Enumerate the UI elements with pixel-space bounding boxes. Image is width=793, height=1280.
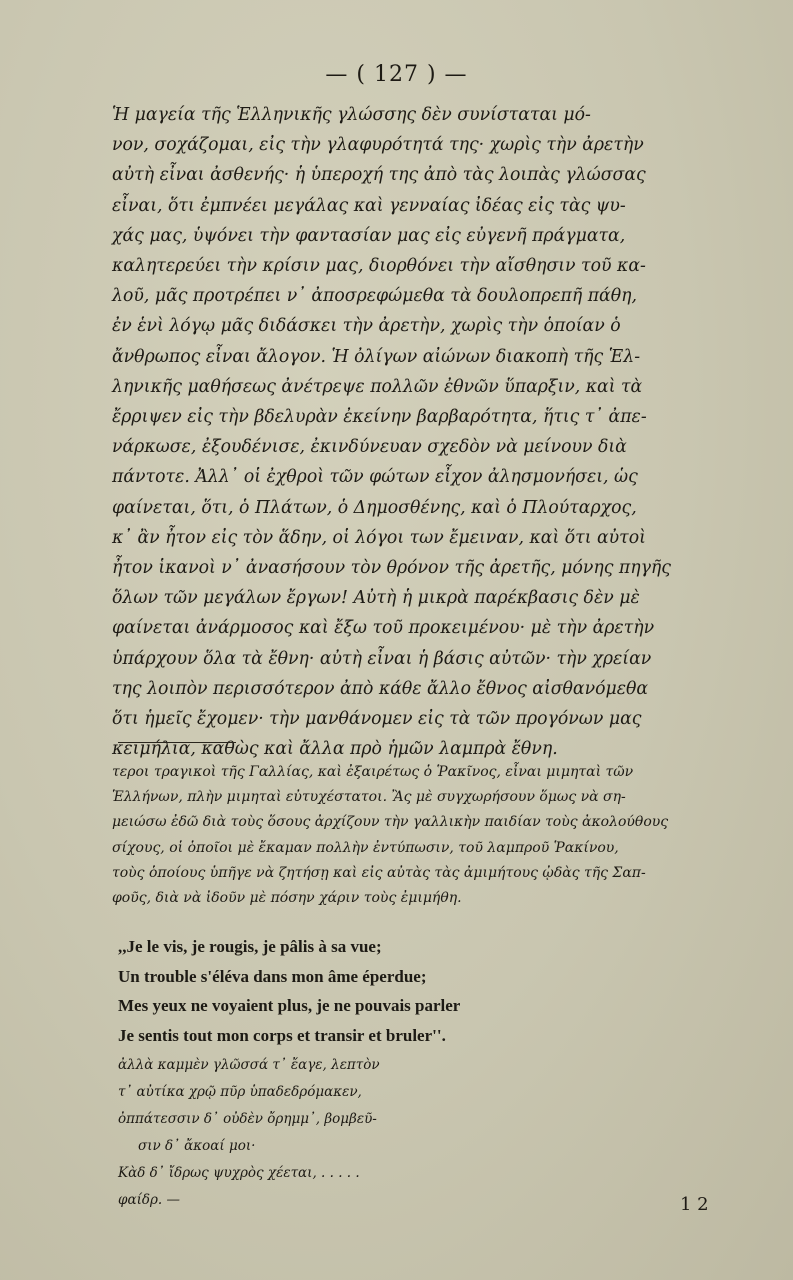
text-line: ὅλων τῶν μεγάλων ἔργων! Αὐτὴ ἡ μικρὰ παρέκβασις δὲν μὲ — [112, 588, 640, 609]
text-line: χάς μας, ὑψόνει τὴν φαντασίαν μας εἰς εὐγενῆ πράγματα, — [112, 225, 626, 246]
footnote-line: τοὺς ὁποίους ὑπῆγε νὰ ζητήσῃ καὶ εἰς αὐτὰς τὰς ἀμιμήτους ᾠδὰς τῆς Σαπ- — [112, 864, 646, 881]
text-line: φαίνεται ἀνάρμοσος καὶ ἔξω τοῦ προκειμένου· μὲ τὴν ἀρετὴν — [112, 618, 655, 639]
text-line: ληνικῆς μαθήσεως ἀνέτρεψε πολλῶν ἐθνῶν ὕπαρξιν, καὶ τὰ — [112, 376, 643, 397]
text-line: κειμήλια, καθὼς καὶ ἄλλα πρὸ ἡμῶν λαμπρὰ ἔθνη. — [112, 739, 558, 760]
verse-line: ἀλλὰ καμμὲν γλῶσσά τ᾽ ἔαγε, λεπτὸν — [118, 1057, 380, 1073]
text-line: κ᾽ ἂν ἦτον εἰς τὸν ἅδην, οἱ λόγοι των ἔμειναν, καὶ ὅτι αὐτοὶ — [112, 527, 646, 548]
text-line: νάρκωσε, ἐξουδένισε, ἐκινδύνευαν σχεδὸν νὰ μείνουν διὰ — [112, 437, 627, 458]
running-head: — ( 127 ) — — [325, 62, 468, 87]
french-verse-quote — [118, 932, 678, 1050]
verse-line: φαίδρ. — — [118, 1192, 181, 1208]
verse-line: ὀππάτεσσιν δ᾽ οὐδὲν ὄρημμ᾽, βομβεῦ- — [118, 1111, 377, 1127]
text-line: Ἡ μαγεία τῆς Ἑλληνικῆς γλώσσης δὲν συνίσταται μό- — [112, 105, 591, 125]
text-line: ἔρριψεν εἰς τὴν βδελυρὰν ἐκείνην βαρβαρότητα, ἥτις τ᾽ ἀπε- — [112, 407, 647, 428]
verse-line: σιν δ᾽ ἄκοαί μοι· — [138, 1138, 256, 1154]
greek-verse-quote — [118, 1052, 678, 1214]
footnote-line: σίχους, οἱ ὁποῖοι μὲ ἔκαμαν πολλὴν ἐντύπωσιν, τοῦ λαμπροῦ Ῥακίνου, — [112, 839, 619, 856]
text-line: της λοιπὸν περισσότερον ἀπὸ κάθε ἄλλο ἔθνος αἰσθανόμεθα — [112, 678, 649, 699]
main-text-block — [112, 100, 672, 764]
text-line: εἶναι, ὅτι ἐμπνέει μεγάλας καὶ γενναίας ἰδέας εἰς τὰς ψυ- — [112, 195, 626, 216]
text-line: ἦτον ἱκανοὶ ν᾽ ἀνασήσουν τὸν θρόνον τῆς ἀρετῆς, μόνης πηγῆς — [112, 558, 671, 579]
footnote-rule — [118, 742, 236, 743]
text-line: ἄνθρωπος εἶναι ἄλογον. Ἡ ὀλίγων αἰώνων διακοπὴ τῆς Ἑλ- — [112, 346, 641, 367]
text-line: φαίνεται, ὅτι, ὁ Πλάτων, ὁ Δημοσθένης, καὶ ὁ Πλούταρχος, — [112, 497, 637, 518]
text-line: ὑπάρχουν ὅλα τὰ ἔθνη· αὐτὴ εἶναι ἡ βάσις αὐτῶν· τὴν χρείαν — [112, 648, 652, 669]
footnote-block — [112, 760, 672, 911]
footnote-line: Ἑλλήνων, πλὴν μιμηταὶ εὐτυχέστατοι. Ἂς μὲ συγχωρήσουν ὅμως νὰ ση- — [112, 789, 626, 806]
text-line: ὅτι ἡμεῖς ἔχομεν· τὴν μανθάνομεν εἰς τὰ τῶν προγόνων μας — [112, 709, 642, 730]
footnote-line: τεροι τραγικοὶ τῆς Γαλλίας, καὶ ἐξαιρέτως ὁ Ῥακῖνος, εἶναι μιμηταὶ τῶν — [112, 764, 634, 780]
verse-line: ,,Je le vis, je rougis, je pâlis à sa vue; — [118, 937, 382, 956]
verse-line: τ᾽ αὐτίκα χρῷ πῦρ ὑπαδεδρόμακεν, — [118, 1084, 362, 1100]
text-line: νον, σοχάζομαι, εἰς τὴν γλαφυρότητά της· χωρὶς τὴν ἀρετὴν — [112, 135, 644, 156]
text-line: καλητερεύει τὴν κρίσιν μας, διορθόνει τὴν αἴσθησιν τοῦ κα- — [112, 256, 646, 277]
text-line: λοῦ, μᾶς προτρέπει ν᾽ ἀποσρεφώμεθα τὰ δουλοπρεπῆ πάθη, — [112, 286, 637, 307]
text-line: ἐν ἑνὶ λόγῳ μᾶς διδάσκει τὴν ἀρετὴν, χωρὶς τὴν ὁποίαν ὁ — [112, 316, 621, 337]
text-line: αὐτὴ εἶναι ἀσθενής· ἡ ὑπεροχή της ἀπὸ τὰς λοιπὰς γλώσσας — [112, 165, 646, 186]
footnote-line: φοῦς, διὰ νὰ ἰδοῦν μὲ πόσην χάριν τοὺς ἐμιμήθη. — [112, 890, 462, 907]
verse-line: Je sentis tout mon corps et transir et bruler''. — [118, 1025, 446, 1045]
verse-line: Mes yeux ne voyaient plus, je ne pouvais parler — [118, 996, 461, 1016]
text-line: πάντοτε. Ἀλλ᾽ οἱ ἐχθροὶ τῶν φώτων εἶχον ἀλησμονήσει, ὡς — [112, 467, 638, 488]
verse-line: Un trouble s'éléva dans mon âme éperdue; — [118, 966, 427, 986]
footnote-line: μειώσω ἐδῶ διὰ τοὺς ὅσους ἀρχίζουν τὴν γαλλικὴν παιδίαν τοὺς ἀκολούθους — [112, 814, 669, 831]
verse-line: Κὰδ δ᾽ ἴδρως ψυχρὸς χέεται, . . . . . — [118, 1165, 360, 1181]
signature-mark: 1 2 — [680, 1194, 709, 1215]
